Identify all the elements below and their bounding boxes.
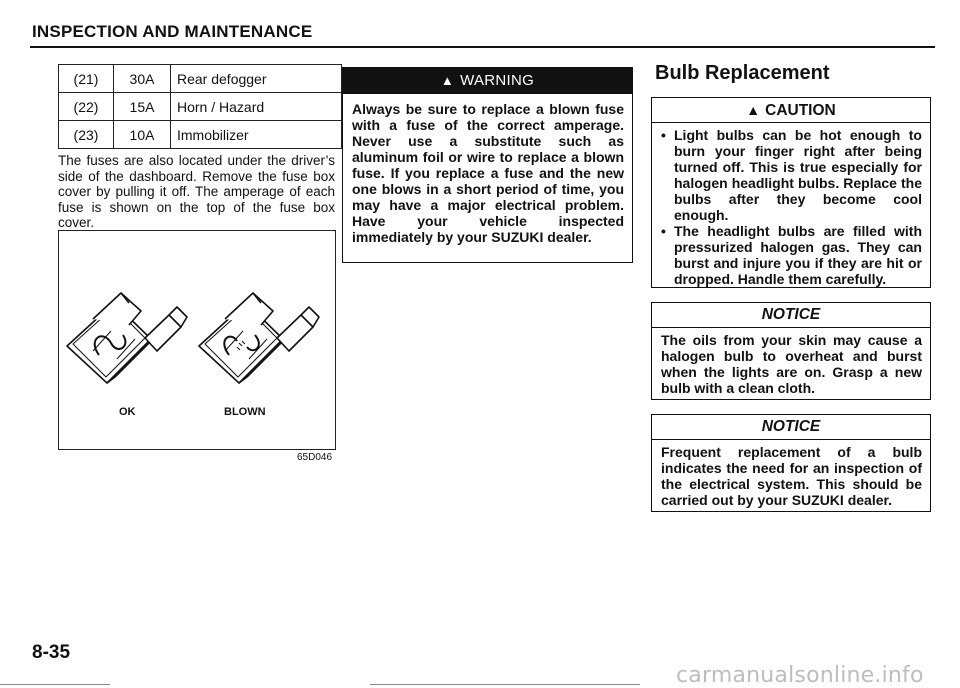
caution-triangle-icon: ▲ — [746, 102, 761, 118]
notice-title: NOTICE — [652, 415, 930, 440]
caution-item-text: The headlight bulbs are filled with pressurized halogen gas. They can burst and injure you if they are hit or dropped. Handle them carefully. — [674, 223, 922, 287]
caution-item-text: Light bulbs can be hot enough to burn your finger right after being turned off. This is true especially for halogen headlight bulbs. Replace the bulbs after they become cool enough. — [674, 127, 922, 223]
warning-box — [342, 67, 633, 263]
caution-box — [651, 97, 931, 288]
notice-box — [651, 302, 931, 400]
warning-title: WARNING — [460, 72, 535, 89]
table-row — [59, 121, 342, 149]
fuse-table — [58, 64, 342, 149]
warning-triangle-icon: ▲ — [440, 73, 455, 88]
page-number: 8-35 — [32, 642, 71, 663]
fuse-ok-drawing — [67, 293, 187, 383]
list-item — [661, 127, 922, 223]
fuse-number: (21) — [59, 65, 114, 93]
fuse-illustration — [59, 231, 335, 449]
warning-text: Always be sure to replace a blown fuse with a fuse of the correct amperage. Never use a substitute such as aluminum foil or wire to replace a blown fuse. If you replace a fuse and the new one blows in a short period of time, you may have a major electrical problem. Have your vehicle inspected immediately by your SUZUKI dealer. — [352, 101, 624, 245]
fuse-location-paragraph: The fuses are also located under the driver’s side of the dashboard. Remove the fuse box cover by pulling it off. The amperage of each fuse is shown on the top of the fuse box cover. — [58, 153, 335, 230]
fuse-description: Horn / Hazard — [171, 93, 342, 121]
notice-text: The oils from your skin may cause a halogen bulb to overheat and burst when the lights are on. Grasp a new bulb with a clean cloth. — [661, 332, 922, 396]
warning-header — [343, 68, 632, 94]
figure-code: 65D046 — [297, 452, 333, 463]
bullet-icon: • — [661, 127, 666, 143]
header-rule — [30, 46, 935, 48]
bulb-replacement-heading: Bulb Replacement — [655, 62, 830, 84]
list-item — [661, 223, 922, 287]
caution-list — [652, 123, 930, 287]
notice-box — [651, 414, 931, 512]
fuse-amperage: 10A — [114, 121, 171, 149]
fuse-description: Rear defogger — [171, 65, 342, 93]
notice-title: NOTICE — [652, 303, 930, 328]
table-row — [59, 93, 342, 121]
fuse-blown-drawing — [199, 293, 319, 383]
fuse-amperage: 15A — [114, 93, 171, 121]
fuse-figure — [58, 230, 336, 450]
caution-title: CAUTION — [765, 102, 836, 119]
caution-header — [652, 98, 930, 123]
bullet-icon: • — [661, 223, 666, 239]
fuse-amperage: 30A — [114, 65, 171, 93]
section-title: INSPECTION AND MAINTENANCE — [32, 22, 313, 41]
fuse-number: (22) — [59, 93, 114, 121]
bottom-rule — [370, 684, 640, 685]
watermark: carmanualsonline.info — [676, 663, 924, 688]
table-row — [59, 65, 342, 93]
fuse-description: Immobilizer — [171, 121, 342, 149]
notice-text: Frequent replacement of a bulb indicates the need for an inspection of the electrical system. This should be carried out by your SUZUKI dealer. — [661, 444, 922, 508]
bottom-rule — [0, 684, 110, 685]
fuse-ok-label: OK — [119, 406, 136, 418]
fuse-blown-label: BLOWN — [224, 406, 266, 418]
fuse-number: (23) — [59, 121, 114, 149]
